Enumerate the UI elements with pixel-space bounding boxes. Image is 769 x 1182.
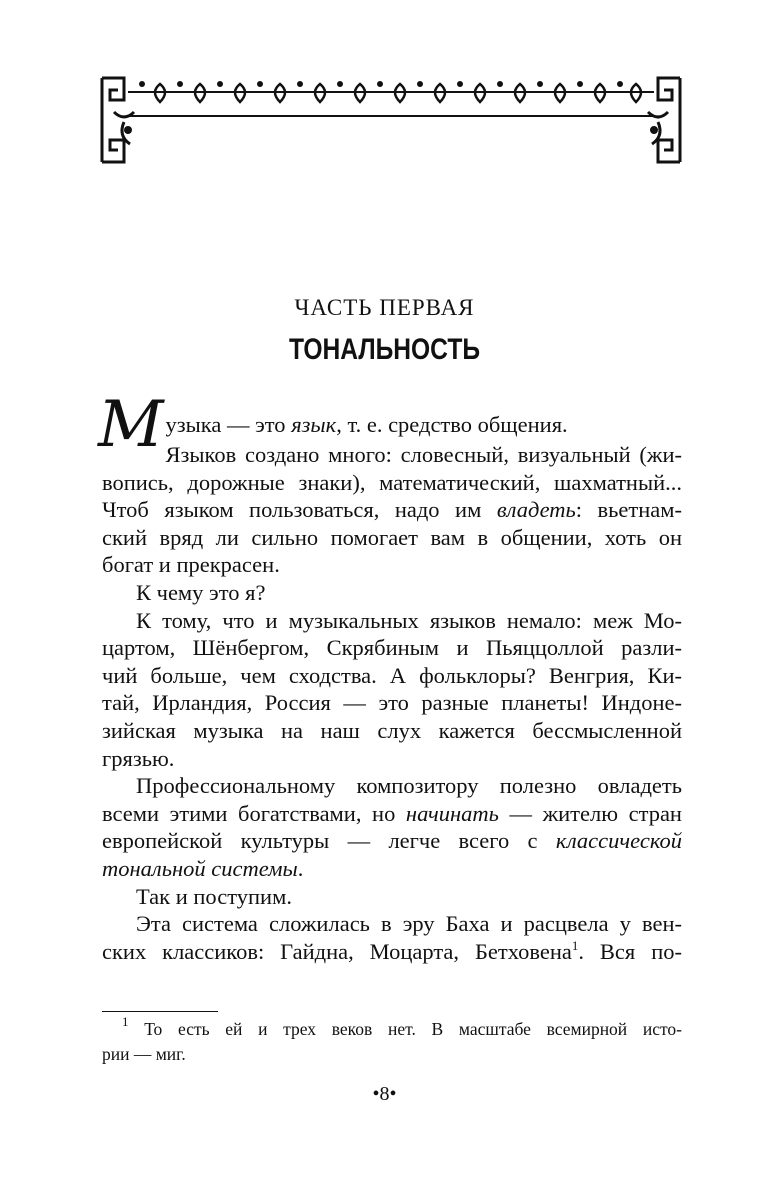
p4-line-1: К тому, что и музыкальных языков немало: меж Мо- — [136, 607, 682, 633]
p4-line-5: зийская музыка на наш слух кажется бессмысленной — [102, 717, 682, 743]
p5-line-2: всеми этими богатствами, но начинать — жителю стран — [102, 800, 682, 826]
part-title: ТОНАЛЬНОСТЬ — [288, 333, 481, 366]
footnote-mark: 1 — [122, 1014, 129, 1029]
footnote-line-2: рии — миг. — [102, 1044, 186, 1064]
p2-line-5: богат и прекрасен. — [102, 552, 280, 578]
paragraph-3: К чему это я? — [136, 579, 266, 605]
paragraph-6: Так и поступим. — [136, 883, 292, 909]
p4-line-6: грязью. — [102, 745, 175, 771]
footnote-ref: 1 — [571, 937, 579, 953]
footnote-line-1: $^1$ То есть ей и трех веков нет. В масштабе всемирной исто- — [122, 1014, 682, 1039]
part-label: ЧАСТЬ ПЕРВАЯ — [294, 295, 475, 320]
p5-line-3: европейской культуры — легче всего с классической — [102, 828, 682, 854]
p5-line-1: Профессиональному композитору полезно овладеть — [136, 773, 682, 799]
footnote — [102, 1014, 682, 1067]
p4-line-3: чий больше, чем сходства. А фольклоры? Венгрия, Ки- — [102, 662, 682, 688]
footnote-divider — [102, 1011, 218, 1012]
p5-line-4: тональной системы. — [102, 855, 304, 881]
paragraph-1: Музыка — это язык, т. е. средство общения. — [98, 388, 568, 462]
drop-cap: М — [98, 388, 164, 462]
p2-line-4: ский вряд ли сильно помогает вам в общении, хоть он — [102, 524, 682, 550]
p7-line-2: ских классиков: Гайдна, Моцарта, Бетховена$^1$. Вся по- — [102, 937, 682, 964]
p4-line-2: цартом, Шёнбергом, Скрябиным и Пьяццоллой разли- — [102, 635, 682, 661]
body-text — [98, 388, 682, 965]
decorative-ornament-border — [100, 72, 682, 164]
p7-line-1: Эта система сложилась в эру Баха и расцвела у вен- — [136, 911, 682, 937]
p4-line-4: тай, Ирландия, Россия — это разные планеты! Индоне- — [102, 690, 682, 716]
p2-line-2: вопись, дорожные знаки), математический, шахматный... — [102, 469, 682, 495]
p2-line-3: Чтоб языком пользоваться, надо им владеть: вьетнам- — [102, 497, 682, 523]
p2-line-1: Языков создано много: словесный, визуальный (жи- — [165, 442, 682, 467]
page-number: •8• — [372, 1083, 397, 1105]
